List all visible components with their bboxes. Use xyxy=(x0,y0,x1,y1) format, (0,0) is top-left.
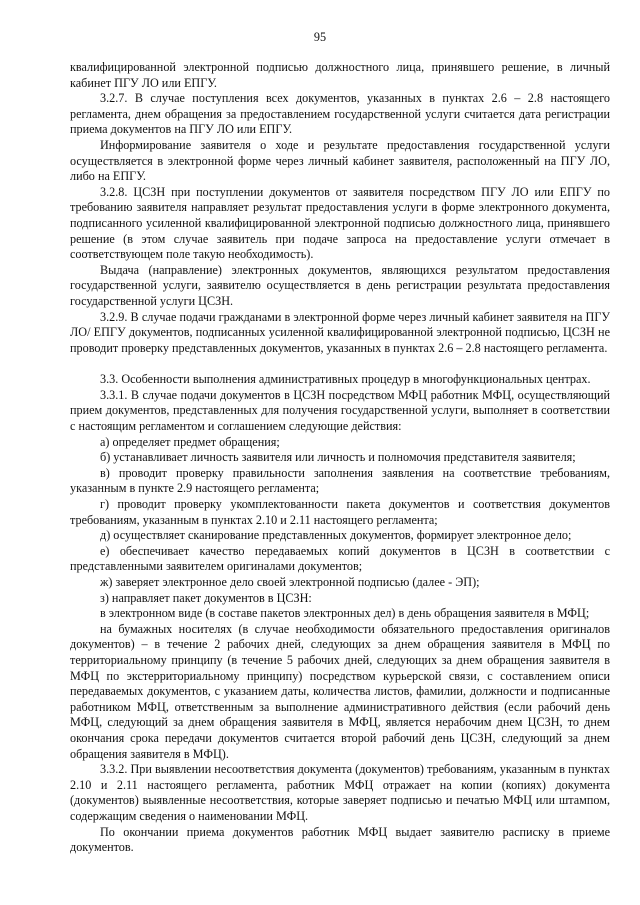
document-body xyxy=(70,60,610,856)
list-item: г) проводит проверку укомплектованности пакета документов и соответствия документов требованиям, указанным в пунктах 2.10 и 2.11 настоящего регламента; xyxy=(70,497,610,527)
paragraph: Выдача (направление) электронных документов, являющихся результатом предоставления государственной услуги, заявителю осуществляется в день регистрации результата предоставления государственной услуги ЦСЗН. xyxy=(70,262,610,308)
list-item: а) определяет предмет обращения; xyxy=(100,434,280,449)
list-item: д) осуществляет сканирование представленных документов, формирует электронное дело; xyxy=(100,528,572,543)
paragraph-3-2-8: 3.2.8. ЦСЗН при поступлении документов от заявителя посредством ПГУ ЛО или ЕПГУ по требованию заявителя направляет результат предоставления услуги в форме электронного документа, подписанного усиленной квалифицированной электронной подписью должностного лица, принявшего решение (в этом случае заявитель при подаче запроса на предоставление услуги отмечает в соответствующем поле такую необходимость). xyxy=(70,184,610,262)
paragraph-3-3-1: 3.3.1. В случае подачи документов в ЦСЗН посредством МФЦ работник МФЦ, осуществляющий прием документов, представленных для получения государственной услуги, выполняет в соответствии с настоящим регламентом и соглашением следующие действия: xyxy=(70,387,610,434)
list-item: е) обеспечивает качество передаваемых копий документов в ЦСЗН в соответствии с представленными заявителем оригиналами документов; xyxy=(70,543,610,574)
list-item: в электронном виде (в составе пакетов электронных дел) в день обращения заявителя в МФЦ; xyxy=(100,606,590,621)
section-heading-3-3: 3.3. Особенности выполнения административных процедур в многофункциональных центрах. xyxy=(100,372,591,387)
list-item: ж) заверяет электронное дело своей электронной подписью (далее - ЭП); xyxy=(100,575,480,589)
list-item: в) проводит проверку правильности заполнения заявления на соответствие требованиям, указанным в пункте 2.9 настоящего регламента; xyxy=(70,465,610,496)
paragraph-3-3-2: 3.3.2. При выявлении несоответствия документа (документов) требованиям, указанным в пунктах 2.10 и 2.11 настоящего регламента, работник МФЦ отражает на копии (копиях) документа (документов) выявленные несоответствия, которые заверяет подписью и печатью МФЦ или штампом, содержащим сведения о наименовании МФЦ. xyxy=(70,762,610,823)
list-item: з) направляет пакет документов в ЦСЗН: xyxy=(100,590,312,605)
paragraph: квалифицированной электронной подписью должностного лица, принявшего решение, в личный кабинет ПГУ ЛО или ЕПГУ. xyxy=(70,60,610,90)
paragraph: Информирование заявителя о ходе и результате предоставления государственной услуги осуществляется в электронной форме через личный кабинет заявителя, расположенный на ПГУ ЛО, либо на ЕПГУ. xyxy=(70,137,610,184)
paragraph-3-2-7: 3.2.7. В случае поступления всех документов, указанных в пунктах 2.6 – 2.8 настоящего регламента, днем обращения за предоставлением государственной услуги считается дата регистрации приема документов на ПГУ ЛО или ЕПГУ. xyxy=(70,91,610,137)
paragraph-3-2-9: 3.2.9. В случае подачи гражданами в электронной форме через личный кабинет заявителя на ПГУ ЛО/ ЕПГУ документов, подписанных усиленной квалифицированной электронной подписью, ЦСЗН не проводит проверку представленных документов, указанных в пунктах 2.6 – 2.8 настоящего регламента. xyxy=(70,309,610,355)
paragraph: По окончании приема документов работник МФЦ выдает заявителю расписку в приеме документов. xyxy=(70,824,610,855)
page-number: 95 xyxy=(313,30,327,44)
list-item: на бумажных носителях (в случае необходимости обязательного предоставления оригиналов документов) – в течение 2 рабочих дней, следующих за днем обращения заявителя в МФЦ по территориальному принципу (в течение 5 рабочих дней, следующих за днем обращения заявителя в МФЦ по экстерриториальному принципу) посредством курьерской связи, с составлением описи передаваемых документов, с указанием даты, количества листов, фамилии, должности и подписанные работником МФЦ, ответственным за выполнение административного действия (если рабочий день МФЦ, следующий за днем обращения заявителя в МФЦ, является нерабочим днем ЦСЗН, то днем окончания срока передачи документов считается второй рабочий день ЦСЗН, следующий за днем обращения заявителя в МФЦ). xyxy=(70,621,610,761)
list-item: б) устанавливает личность заявителя или личность и полномочия представителя заявителя; xyxy=(100,450,576,465)
